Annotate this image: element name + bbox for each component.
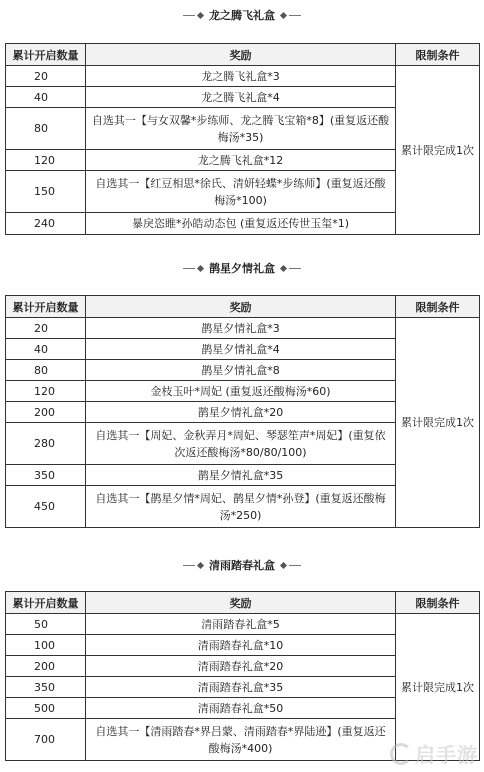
title-left-decoration (183, 563, 203, 568)
row-reward: 龙之腾飞礼盒*12 (86, 150, 396, 171)
header-condition: 限制条件 (396, 296, 480, 318)
row-count: 40 (6, 87, 86, 108)
reward-table (5, 43, 480, 235)
header-reward: 奖励 (86, 296, 396, 318)
section-title (0, 555, 484, 575)
row-condition: 累计限完成1次 (396, 614, 480, 761)
section-title-text: 鹊星夕情礼盒 (209, 262, 275, 275)
row-count: 350 (6, 677, 86, 698)
header-condition: 限制条件 (396, 44, 480, 66)
row-reward: 鹊星夕情礼盒*20 (86, 402, 396, 423)
row-condition: 累计限完成1次 (396, 66, 480, 235)
header-count: 累计开启数量 (6, 44, 86, 66)
watermark-text: 启手游 (415, 743, 478, 767)
watermark (390, 739, 478, 768)
row-reward: 金枝玉叶*周妃 (重复返还酸梅汤*60) (86, 381, 396, 402)
row-count: 20 (6, 318, 86, 339)
row-count: 120 (6, 150, 86, 171)
row-count: 200 (6, 402, 86, 423)
row-reward: 龙之腾飞礼盒*4 (86, 87, 396, 108)
section-title-text: 龙之腾飞礼盒 (209, 9, 275, 22)
row-count: 500 (6, 698, 86, 719)
row-reward: 自选其一【与女双馨*步练师、龙之腾飞宝箱*8】(重复返还酸梅汤*35) (86, 108, 396, 150)
row-count: 80 (6, 108, 86, 150)
row-reward: 鹊星夕情礼盒*3 (86, 318, 396, 339)
header-count: 累计开启数量 (6, 296, 86, 318)
row-count: 280 (6, 423, 86, 465)
title-right-decoration (281, 563, 301, 568)
row-count: 700 (6, 719, 86, 761)
row-reward: 鹊星夕情礼盒*35 (86, 465, 396, 486)
row-count: 120 (6, 381, 86, 402)
table-row (6, 318, 480, 339)
title-left-decoration (183, 266, 203, 271)
watermark-logo-icon (390, 743, 412, 765)
row-reward: 龙之腾飞礼盒*3 (86, 66, 396, 87)
reward-table (5, 295, 480, 528)
row-reward: 暴戾恣睢*孙皓动态包 (重复返还传世玉玺*1) (86, 213, 396, 235)
row-count: 150 (6, 171, 86, 213)
header-reward: 奖励 (86, 44, 396, 66)
row-reward: 清雨踏春礼盒*50 (86, 698, 396, 719)
title-left-decoration (183, 13, 203, 18)
row-reward: 自选其一【红豆相思*徐氏、清妍轻蝶*步练师】(重复返还酸梅汤*100) (86, 171, 396, 213)
row-reward: 清雨踏春礼盒*35 (86, 677, 396, 698)
row-reward: 自选其一【鹊星夕情*周妃、鹊星夕情*孙登】(重复返还酸梅汤*250) (86, 486, 396, 528)
row-reward: 鹊星夕情礼盒*4 (86, 339, 396, 360)
row-count: 240 (6, 213, 86, 235)
header-count: 累计开启数量 (6, 592, 86, 614)
row-reward: 自选其一【周妃、金秋弄月*周妃、琴瑟笙声*周妃】(重复依次返还酸梅汤*80/80/100) (86, 423, 396, 465)
row-reward: 自选其一【清雨踏春*界吕蒙、清雨踏春*界陆逊】(重复返还酸梅汤*400) (86, 719, 396, 761)
section-title (0, 5, 484, 25)
row-condition: 累计限完成1次 (396, 318, 480, 528)
row-count: 40 (6, 339, 86, 360)
row-reward: 清雨踏春礼盒*20 (86, 656, 396, 677)
title-right-decoration (281, 266, 301, 271)
reward-table (5, 591, 480, 761)
table-header-row (6, 296, 480, 318)
row-count: 50 (6, 614, 86, 635)
row-reward: 鹊星夕情礼盒*8 (86, 360, 396, 381)
row-count: 20 (6, 66, 86, 87)
row-reward: 清雨踏春礼盒*5 (86, 614, 396, 635)
table-row (6, 66, 480, 87)
title-right-decoration (281, 13, 301, 18)
header-condition: 限制条件 (396, 592, 480, 614)
row-count: 80 (6, 360, 86, 381)
row-count: 100 (6, 635, 86, 656)
row-count: 200 (6, 656, 86, 677)
table-header-row (6, 44, 480, 66)
header-reward: 奖励 (86, 592, 396, 614)
table-row (6, 614, 480, 635)
table-header-row (6, 592, 480, 614)
row-count: 450 (6, 486, 86, 528)
row-reward: 清雨踏春礼盒*10 (86, 635, 396, 656)
section-title-text: 清雨踏春礼盒 (209, 559, 275, 572)
row-count: 350 (6, 465, 86, 486)
section-title (0, 258, 484, 278)
